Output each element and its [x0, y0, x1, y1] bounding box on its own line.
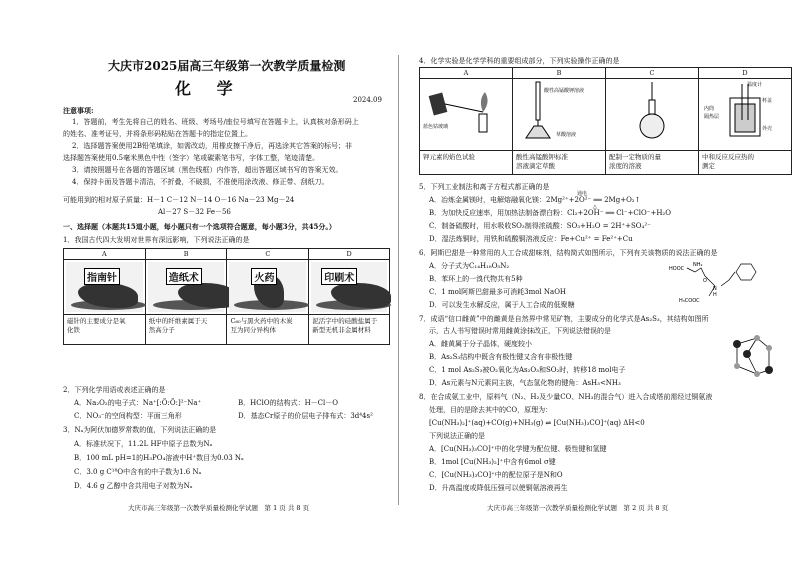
option-line: 测定 — [702, 162, 715, 170]
as2s3-structure — [727, 330, 779, 382]
option-line: 泥活字中的硅酸盐属于 — [312, 317, 378, 325]
question-stem: 处理，目的是除去其中的CO，原理为： — [429, 406, 553, 414]
question-stem: 7．成语“信口雌黄”中的雌黄是自然界中常见矿物，主要成分的化学式是As₂S₃，其结构如图所 — [419, 315, 709, 323]
option-b: B．为加快反应速率，用加热法制备漂白粉：Cl₂+2OH⁻ ══ Cl⁻+ClO⁻+H₂O — [429, 209, 671, 217]
option-cell — [606, 151, 699, 175]
notice-heading: 注意事项: — [63, 106, 94, 115]
papermaking-illustration — [145, 260, 227, 315]
fig-label: 外壳 — [762, 126, 773, 132]
fig-label: 隔热层 — [704, 114, 720, 120]
reaction-condition: 通电 — [577, 191, 588, 197]
option-a: A．冶炼金属镁时，电解熔融氧化镁：2Mg²⁺+2O²⁻ ══ 2Mg+O₂↑ — [429, 196, 641, 204]
q1-table — [63, 248, 390, 345]
question-stem: 8．在合成氨工业中，原料气（N₂、H₂及少量CO、NH₃的混合气）进入合成塔前需经过铜氨液 — [419, 393, 713, 401]
option-line: 化铁 — [67, 326, 80, 334]
col-header: C — [606, 68, 699, 79]
titration-apparatus — [516, 80, 602, 140]
option-d: D．基态Cr原子的价层电子排布式：3d⁴4s² — [238, 412, 373, 420]
art-label: 指南针 — [84, 268, 120, 285]
fig-label: 温度计 — [747, 82, 763, 88]
col-header: A — [420, 68, 513, 79]
option-line: 纸中的纤维素属于天 — [148, 317, 208, 325]
option-line: 然高分子 — [148, 326, 175, 334]
aspartame-structure — [669, 258, 787, 306]
option-a: A．[Cu(NH₃)₃CO]⁺中的化学键为配位键、极性键和氢键 — [429, 445, 607, 453]
calorimeter-figure — [699, 79, 792, 151]
question-stem: 1．我国古代四大发明对世界有深远影响，下列说法正确的是 — [63, 236, 250, 244]
option-b: B．100 mL pH=1的H₃PO₄溶液中H⁺数目为0.03 Nₐ — [74, 454, 244, 462]
option-cell — [699, 151, 792, 175]
struct-label: H — [713, 292, 717, 298]
option-a: A．分子式为C₁₄H₁₈O₅N₂ — [429, 262, 510, 270]
option-cell — [309, 315, 390, 345]
notice-line: 3．请按照题号在各题的答题区域（黑色线框）内作答，超出答题区域书写的答案无效。 — [72, 166, 343, 174]
compass-illustration — [64, 260, 146, 315]
notice-line: 的姓名、准考证号，并将条形码粘贴在答题卡的指定位置上。 — [63, 130, 252, 138]
struct-label: NH₂ — [693, 262, 703, 268]
option-a: A．雌黄属于分子晶体，硬度较小 — [429, 340, 533, 348]
option-b: B．苯环上的一溴代物共有5种 — [429, 275, 523, 283]
page-footer: 大庆市高三年级第一次教学质量检测化学试题 第 2 页 共 8 页 — [487, 504, 669, 512]
art-label: 造纸术 — [166, 268, 202, 285]
option-line: C₆₀与黑火药中的木炭 — [230, 317, 293, 325]
page-footer: 大庆市高三年级第一次教学质量检测化学试题 第 1 页 共 8 页 — [128, 504, 310, 512]
page-right — [397, 0, 794, 562]
option-c: C．NO₃⁻的空间构型：平面三角形 — [74, 412, 182, 420]
subject-title: 化 学 — [175, 79, 243, 98]
option-cell — [513, 151, 606, 175]
titration-figure — [513, 79, 606, 151]
option-d: D．As元素与N元素同主族，气态氢化物的键角：AsH₃<NH₃ — [429, 379, 621, 387]
option-line: 磁针的主要成分是氧 — [67, 317, 126, 325]
question-stem: 下列说法正确的是 — [429, 432, 485, 440]
col-header: B — [513, 68, 606, 79]
option-cell — [145, 315, 227, 345]
equilibrium-equation: [Cu(NH₃)₂]⁺(aq)+CO(g)+NH₃(g) ⇌ [Cu(NH₃)₃CO]⁺(aq) ΔH<0 — [429, 419, 645, 427]
option-b: B．1mol [Cu(NH₃)₂]⁺中含有6mol σ键 — [429, 458, 556, 466]
notice-line: 选择题答案使用0.5毫米黑色中性（签字）笔或碳素笔书写，字体工整，笔迹清楚。 — [63, 154, 320, 162]
struct-label: H₃COOC — [679, 298, 700, 304]
option-line: 酸性高锰酸钾标准 — [516, 153, 568, 161]
option-b: B．As₂S₃结构中既含有极性键又含有非极性键 — [429, 353, 573, 361]
option-line: 配制一定物质的量 — [609, 153, 661, 161]
question-stem: 3．Nₐ为阿伏加德罗常数的值，下列说法正确的是 — [63, 426, 217, 434]
option-d: D．湿法炼铜时，用铁和硫酸铜溶液反应：Fe+Cu²⁺ = Fe²⁺+Cu — [429, 235, 633, 243]
option-d: D．4.6 g 乙醇中含共用电子对数为Nₐ — [74, 482, 193, 490]
fig-label: 内筒 — [704, 106, 715, 112]
col-header: C — [227, 249, 309, 260]
struct-label: O — [703, 278, 707, 284]
option-cell — [420, 151, 513, 175]
option-line: 浓度的溶液 — [609, 162, 642, 170]
fig-label: 杯盖 — [762, 98, 773, 104]
gunpowder-illustration — [227, 260, 309, 315]
printing-illustration — [309, 260, 390, 315]
option-d: D．可以发生水解反应，属于人工合成的低聚糖 — [429, 301, 575, 309]
option-line: 溶液滴定草酸 — [516, 162, 555, 170]
option-line: 钾元素的焰色试验 — [423, 153, 475, 161]
art-label: 印刷术 — [321, 268, 357, 285]
reaction-condition: △ — [593, 204, 597, 210]
fig-label: 草酸溶液 — [556, 132, 577, 138]
flame-test-figure — [420, 79, 513, 151]
art-label: 火药 — [251, 268, 277, 285]
col-header: A — [64, 249, 146, 260]
question-stem: 示，古人书写错误时常用雌黄涂抹改正，下列说法错误的是 — [429, 327, 611, 335]
struct-label: N — [713, 286, 717, 292]
flame-test-apparatus — [423, 80, 509, 140]
option-c: C．1 mol阿斯巴甜最多可消耗3mol NaOH — [429, 288, 567, 296]
option-c: C．1 mol As₂S₃被O₂氧化为As₂O₃和SO₂时，转移18 mol电子 — [429, 366, 626, 374]
volumetric-flask-figure — [606, 79, 699, 151]
question-stem: 6．阿斯巴甜是一种常用的人工合成甜味剂，结构简式如图所示，下列有关该物质的说法正确的是 — [419, 249, 718, 257]
exam-title: 大庆市2025届高三年级第一次教学质量检测 — [108, 59, 346, 73]
option-c: C．3.0 g C¹⁸O中含有的中子数为1.6 Nₐ — [74, 468, 202, 476]
atomic-masses-line-1: 可能用到的相对原子质量：H－1 C－12 N－14 O－16 Na－23 Mg－24 — [63, 196, 295, 204]
option-c: C．[Cu(NH₃)₃CO]⁺中的配位原子是N和O — [429, 471, 563, 479]
section-heading: 一、选择题（本题共15道小题，每小题只有一个选项符合题意，每小题3分，共45分。） — [63, 222, 336, 231]
question-stem: 2．下列化学用语或表述正确的是 — [63, 386, 166, 394]
option-a: A．Na₂O₂的电子式：Na⁺[:Ö:Ö:]²⁻Na⁺ — [74, 399, 202, 407]
volumetric-flask — [609, 80, 695, 140]
option-line: 新型无机非金属材料 — [312, 326, 371, 334]
option-c: C．制备硫酸时，用水吸收SO₃制得浓硫酸：SO₃+H₂O = 2H⁺+SO₄²⁻ — [429, 222, 651, 230]
option-cell — [227, 315, 309, 345]
option-d: D．升高温度或降低压强可以使铜氨溶液再生 — [429, 484, 568, 492]
fig-label: 酸性高锰酸钾溶液 — [544, 88, 585, 94]
option-b: B．HClO的结构式：H－Cl－O — [238, 399, 339, 407]
col-header: D — [699, 68, 792, 79]
col-header: D — [309, 249, 390, 260]
notice-line: 4．保持卡面及答题卡清洁，不折叠，不破损，不准使用涂改液、修正带、刮纸刀。 — [72, 178, 329, 186]
option-line: 中和反应反应热的 — [702, 153, 754, 161]
struct-label: HOOC — [669, 266, 685, 272]
notice-line: 2．选择题答案使用2B铅笔填涂，如需改动，用橡皮擦干净后，再选涂其它答案的标号；非 — [72, 142, 353, 150]
col-header: B — [145, 249, 227, 260]
option-line: 互为同分异构体 — [230, 326, 276, 334]
exam-date: 2024.09 — [353, 96, 382, 104]
q4-table — [419, 67, 792, 175]
atomic-masses-line-2: Al－27 S－32 Fe－56 — [158, 208, 231, 216]
notice-line: 1．答题前，考生先将自己的姓名、班级、考场号/座位号填写在答题卡上，认真核对条形码上 — [72, 118, 359, 126]
calorimeter — [702, 80, 788, 140]
question-stem: 4．化学实验是化学学科的重要组成部分，下列实验操作正确的是 — [419, 57, 620, 65]
fig-label: 蓝色钴玻璃 — [423, 124, 449, 130]
question-stem: 5．下列工业制法和离子方程式都正确的是 — [419, 183, 550, 191]
option-a: A．标准状况下，11.2L HF中原子总数为Nₐ — [74, 440, 213, 448]
option-cell — [64, 315, 146, 345]
